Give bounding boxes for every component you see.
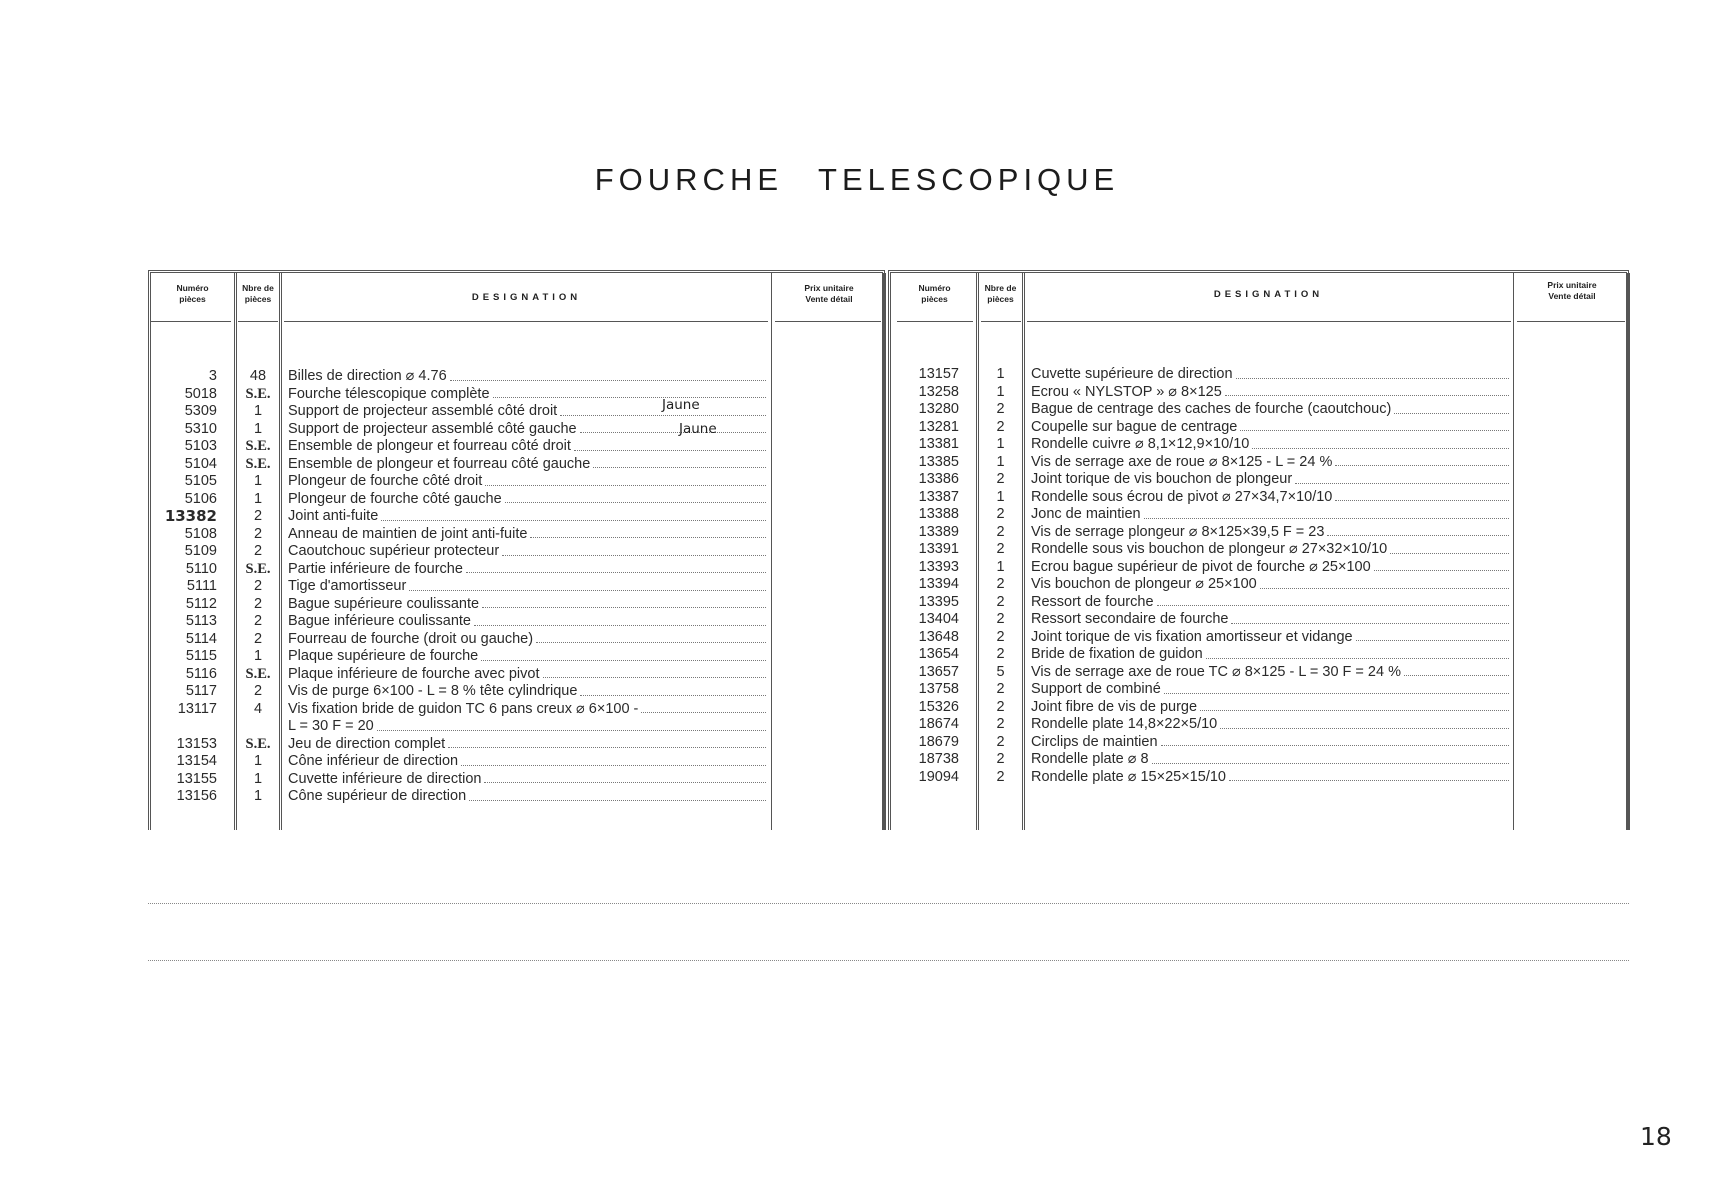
part-quantity: 1 xyxy=(996,383,1005,400)
part-number: 13281 xyxy=(918,418,959,435)
table-row xyxy=(151,753,882,771)
part-number: 5104 xyxy=(184,455,217,472)
table-row xyxy=(891,401,1626,419)
part-quantity: 1 xyxy=(253,788,263,804)
part-number: 5116 xyxy=(185,665,217,682)
part-designation: Coupelle sur bague de centrage xyxy=(1031,419,1511,437)
part-number: 13157 xyxy=(918,366,959,382)
part-number: 13394 xyxy=(918,576,959,592)
part-designation: Fourreau de fourche (droit ou gauche) xyxy=(288,631,768,649)
part-number: 5117 xyxy=(185,683,217,699)
part-quantity: 2 xyxy=(996,593,1005,610)
part-number: 13648 xyxy=(918,628,959,645)
table-row xyxy=(151,631,882,649)
part-designation: Bague supérieure coulissante xyxy=(288,596,768,614)
part-number: 15326 xyxy=(918,698,959,715)
part-number: 13258 xyxy=(918,383,959,400)
part-quantity: 2 xyxy=(253,508,263,524)
part-number: 18679 xyxy=(918,733,959,750)
part-designation: Rondelle plate 14,8×22×5/10 xyxy=(1031,716,1511,734)
table-row xyxy=(891,436,1626,454)
table-row xyxy=(151,421,882,439)
table-row xyxy=(891,576,1626,594)
part-quantity: 2 xyxy=(996,716,1005,732)
part-designation: Vis de serrage axe de roue ⌀ 8×125 - L = 24 % xyxy=(1031,454,1511,472)
part-number: 13280 xyxy=(918,401,959,417)
table-row xyxy=(891,664,1626,682)
part-quantity: 2 xyxy=(996,681,1005,697)
part-designation: Ecrou bague supérieur de pivot de fourche ⌀ 25×100 xyxy=(1031,559,1511,577)
part-number: 5103 xyxy=(184,438,217,454)
part-designation: Vis fixation bride de guidon TC 6 pans creux ⌀ 6×100 - xyxy=(288,701,768,719)
table-row xyxy=(151,508,882,526)
part-designation: Partie inférieure de fourche xyxy=(288,561,768,579)
part-designation: Rondelle sous écrou de pivot ⌀ 27×34,7×10/10 xyxy=(1031,489,1511,507)
table-row xyxy=(151,648,882,666)
table-row xyxy=(891,384,1626,402)
part-quantity: 2 xyxy=(996,576,1005,592)
part-number: 5115 xyxy=(185,648,217,664)
part-quantity: 1 xyxy=(253,473,263,489)
header-nombre: Nbre de pièces xyxy=(984,283,1017,304)
table-row xyxy=(151,473,882,491)
table-row xyxy=(151,368,882,386)
table-row xyxy=(151,403,882,421)
part-designation: Rondelle cuivre ⌀ 8,1×12,9×10/10 xyxy=(1031,436,1511,454)
parts-list-right xyxy=(891,366,1626,786)
part-number: 18674 xyxy=(918,716,959,732)
part-quantity: 2 xyxy=(996,733,1005,750)
part-quantity: 2 xyxy=(996,401,1005,417)
part-number: 18738 xyxy=(918,751,959,767)
part-designation: Plaque inférieure de fourche avec pivot xyxy=(288,666,768,684)
part-number: 5111 xyxy=(186,578,217,594)
part-quantity: S.E. xyxy=(245,735,271,752)
part-designation: Circlips de maintien xyxy=(1031,734,1511,752)
table-row xyxy=(891,489,1626,507)
part-quantity: 2 xyxy=(996,523,1005,540)
part-number: 13153 xyxy=(176,735,217,752)
part-designation: Vis de serrage plongeur ⌀ 8×125×39,5 F = 23 xyxy=(1031,524,1511,542)
table-row xyxy=(891,734,1626,752)
part-designation: Bride de fixation de guidon xyxy=(1031,646,1511,664)
table-row xyxy=(151,718,882,736)
part-designation: Vis bouchon de plongeur ⌀ 25×100 xyxy=(1031,576,1511,594)
part-number: 13386 xyxy=(918,471,959,487)
part-designation: L = 30 F = 20 xyxy=(288,718,768,736)
part-quantity: 1 xyxy=(253,420,263,437)
part-quantity: 2 xyxy=(996,471,1005,487)
table-row xyxy=(891,471,1626,489)
table-row xyxy=(891,699,1626,717)
part-number: 5108 xyxy=(184,525,217,542)
part-number: 13387 xyxy=(918,488,959,505)
part-designation: Billes de direction ⌀ 4.76 xyxy=(288,368,768,386)
table-row xyxy=(891,611,1626,629)
table-row xyxy=(151,736,882,754)
part-number: 13657 xyxy=(918,663,959,680)
part-quantity: 2 xyxy=(996,698,1005,715)
table-row xyxy=(891,594,1626,612)
part-number: 5114 xyxy=(185,630,217,647)
part-number: 13381 xyxy=(918,436,959,452)
table-row xyxy=(151,578,882,596)
table-row xyxy=(891,716,1626,734)
part-number: 5105 xyxy=(184,473,217,489)
part-quantity: 5 xyxy=(996,663,1005,680)
part-number: 13155 xyxy=(176,770,217,787)
part-designation: Tige d'amortisseur xyxy=(288,578,768,596)
table-row xyxy=(891,506,1626,524)
part-quantity: 2 xyxy=(253,630,263,647)
part-designation: Jonc de maintien xyxy=(1031,506,1511,524)
part-designation: Anneau de maintien de joint anti-fuite xyxy=(288,526,768,544)
part-designation: Vis de purge 6×100 - L = 8 % tête cylindrique xyxy=(288,683,768,701)
part-designation: Caoutchouc supérieur protecteur xyxy=(288,543,768,561)
parts-table-right xyxy=(888,270,1629,830)
part-designation: Rondelle sous vis bouchon de plongeur ⌀ 27×32×10/10 xyxy=(1031,541,1511,559)
table-row xyxy=(891,524,1626,542)
table-row xyxy=(891,629,1626,647)
part-number: 13395 xyxy=(918,593,959,610)
part-designation: Joint anti-fuite xyxy=(288,508,768,526)
handwritten-note: Jaune xyxy=(662,397,700,413)
table-row xyxy=(151,438,882,456)
table-row xyxy=(151,701,882,719)
part-number: 13391 xyxy=(918,541,959,557)
part-designation: Jeu de direction complet xyxy=(288,736,768,754)
part-number: 13154 xyxy=(176,753,217,769)
table-row xyxy=(151,666,882,684)
part-quantity: 2 xyxy=(253,595,263,612)
part-designation: Vis de serrage axe de roue TC ⌀ 8×125 - L = 30 F = 24 % xyxy=(1031,664,1511,682)
part-quantity: 1 xyxy=(253,770,263,787)
part-number: 13156 xyxy=(176,788,217,804)
part-quantity: 1 xyxy=(253,753,263,769)
part-quantity: 1 xyxy=(253,403,263,419)
part-quantity: 48 xyxy=(249,368,267,384)
dotted-rule xyxy=(148,960,1629,961)
part-quantity: 1 xyxy=(996,558,1005,575)
part-number: 5018 xyxy=(184,385,217,402)
part-quantity: 2 xyxy=(996,628,1005,645)
part-designation: Ecrou « NYLSTOP » ⌀ 8×125 xyxy=(1031,384,1511,402)
part-number: 13385 xyxy=(918,453,959,470)
table-row xyxy=(151,526,882,544)
dotted-rule xyxy=(148,903,1629,904)
part-quantity: S.E. xyxy=(245,665,271,682)
part-designation: Support de projecteur assemblé côté droit xyxy=(288,403,768,421)
part-designation: Plaque supérieure de fourche xyxy=(288,648,768,666)
part-quantity: 1 xyxy=(996,366,1005,382)
part-number: 13117 xyxy=(177,700,217,717)
part-quantity: S.E. xyxy=(245,455,271,472)
table-row xyxy=(151,683,882,701)
part-designation: Ensemble de plongeur et fourreau côté gauche xyxy=(288,456,768,474)
part-quantity: 2 xyxy=(996,751,1005,767)
part-number: 13382 xyxy=(164,507,217,525)
part-designation: Bague inférieure coulissante xyxy=(288,613,768,631)
part-designation: Cône inférieur de direction xyxy=(288,753,768,771)
table-row xyxy=(891,419,1626,437)
part-quantity: S.E. xyxy=(245,560,271,577)
part-quantity: 2 xyxy=(253,525,263,542)
parts-list-left xyxy=(151,368,882,806)
part-designation: Joint torique de vis fixation amortisseur et vidange xyxy=(1031,629,1511,647)
table-row xyxy=(891,541,1626,559)
part-quantity: 2 xyxy=(253,543,263,559)
part-quantity: 2 xyxy=(996,646,1005,662)
part-quantity: 2 xyxy=(996,506,1005,522)
part-designation: Fourche télescopique complète xyxy=(288,386,768,404)
part-number: 13388 xyxy=(918,506,959,522)
table-row xyxy=(151,543,882,561)
part-quantity: 2 xyxy=(253,578,263,594)
table-row xyxy=(151,596,882,614)
header-numero: Numéro pièces xyxy=(176,283,209,304)
header-designation: DESIGNATION xyxy=(1213,289,1324,300)
part-designation: Bague de centrage des caches de fourche (caoutchouc) xyxy=(1031,401,1511,419)
part-designation: Ressort de fourche xyxy=(1031,594,1511,612)
header-designation: DESIGNATION xyxy=(471,292,582,303)
part-number: 5110 xyxy=(185,560,217,577)
part-number: 5309 xyxy=(184,403,217,419)
part-designation: Joint torique de vis bouchon de plongeur xyxy=(1031,471,1511,489)
part-designation: Rondelle plate ⌀ 15×25×15/10 xyxy=(1031,769,1511,787)
part-designation: Plongeur de fourche côté gauche xyxy=(288,491,768,509)
part-quantity: 2 xyxy=(996,541,1005,557)
part-number: 3 xyxy=(208,368,217,384)
part-designation: Plongeur de fourche côté droit xyxy=(288,473,768,491)
part-quantity: 1 xyxy=(996,453,1005,470)
parts-table-left xyxy=(148,270,885,830)
table-row xyxy=(891,366,1626,384)
handwritten-note: Jaune xyxy=(679,421,717,437)
part-quantity: 2 xyxy=(996,418,1005,435)
table-row xyxy=(891,559,1626,577)
part-quantity: 2 xyxy=(996,768,1005,785)
table-row xyxy=(151,456,882,474)
header-prix: Prix unitaire Vente détail xyxy=(804,283,854,304)
part-quantity: 2 xyxy=(253,683,263,699)
table-row xyxy=(891,646,1626,664)
part-number: 5112 xyxy=(185,595,217,612)
table-row xyxy=(151,386,882,404)
table-row xyxy=(151,788,882,806)
part-number: 13404 xyxy=(918,611,959,627)
header-nombre: Nbre de pièces xyxy=(242,283,274,304)
part-quantity: 4 xyxy=(253,700,263,717)
part-quantity: 2 xyxy=(253,613,263,629)
header-numero: Numéro pièces xyxy=(918,283,951,304)
part-number: 13758 xyxy=(918,681,959,697)
part-designation: Ressort secondaire de fourche xyxy=(1031,611,1511,629)
part-quantity: 1 xyxy=(253,490,263,507)
part-designation: Cuvette supérieure de direction xyxy=(1031,366,1511,384)
part-designation: Support de projecteur assemblé côté gauche xyxy=(288,421,768,439)
part-designation: Joint fibre de vis de purge xyxy=(1031,699,1511,717)
part-quantity: S.E. xyxy=(245,385,271,402)
part-number: 5113 xyxy=(185,613,217,629)
part-designation: Cône supérieur de direction xyxy=(288,788,768,806)
part-number: 5106 xyxy=(184,490,217,507)
page-number: 18 xyxy=(1640,1122,1672,1151)
table-row xyxy=(151,491,882,509)
table-row xyxy=(891,681,1626,699)
table-row xyxy=(891,751,1626,769)
table-row xyxy=(151,771,882,789)
part-designation: Ensemble de plongeur et fourreau côté droit xyxy=(288,438,768,456)
part-number: 5109 xyxy=(184,543,217,559)
part-number: 13393 xyxy=(918,558,959,575)
part-quantity: 2 xyxy=(996,611,1005,627)
part-quantity: S.E. xyxy=(245,438,271,454)
table-row xyxy=(151,613,882,631)
table-row xyxy=(891,769,1626,787)
part-quantity: 1 xyxy=(996,488,1005,505)
part-designation: Rondelle plate ⌀ 8 xyxy=(1031,751,1511,769)
part-designation: Support de combiné xyxy=(1031,681,1511,699)
part-quantity: 1 xyxy=(996,436,1005,452)
part-number: 13389 xyxy=(918,523,959,540)
page-title: FOURCHE TELESCOPIQUE xyxy=(594,162,1120,197)
part-number: 13654 xyxy=(918,646,959,662)
header-prix: Prix unitaire Vente détail xyxy=(1547,280,1597,301)
table-row xyxy=(151,561,882,579)
part-number: 5310 xyxy=(184,420,217,437)
part-quantity: 1 xyxy=(253,648,263,664)
part-number: 19094 xyxy=(918,768,959,785)
table-row xyxy=(891,454,1626,472)
part-designation: Cuvette inférieure de direction xyxy=(288,771,768,789)
